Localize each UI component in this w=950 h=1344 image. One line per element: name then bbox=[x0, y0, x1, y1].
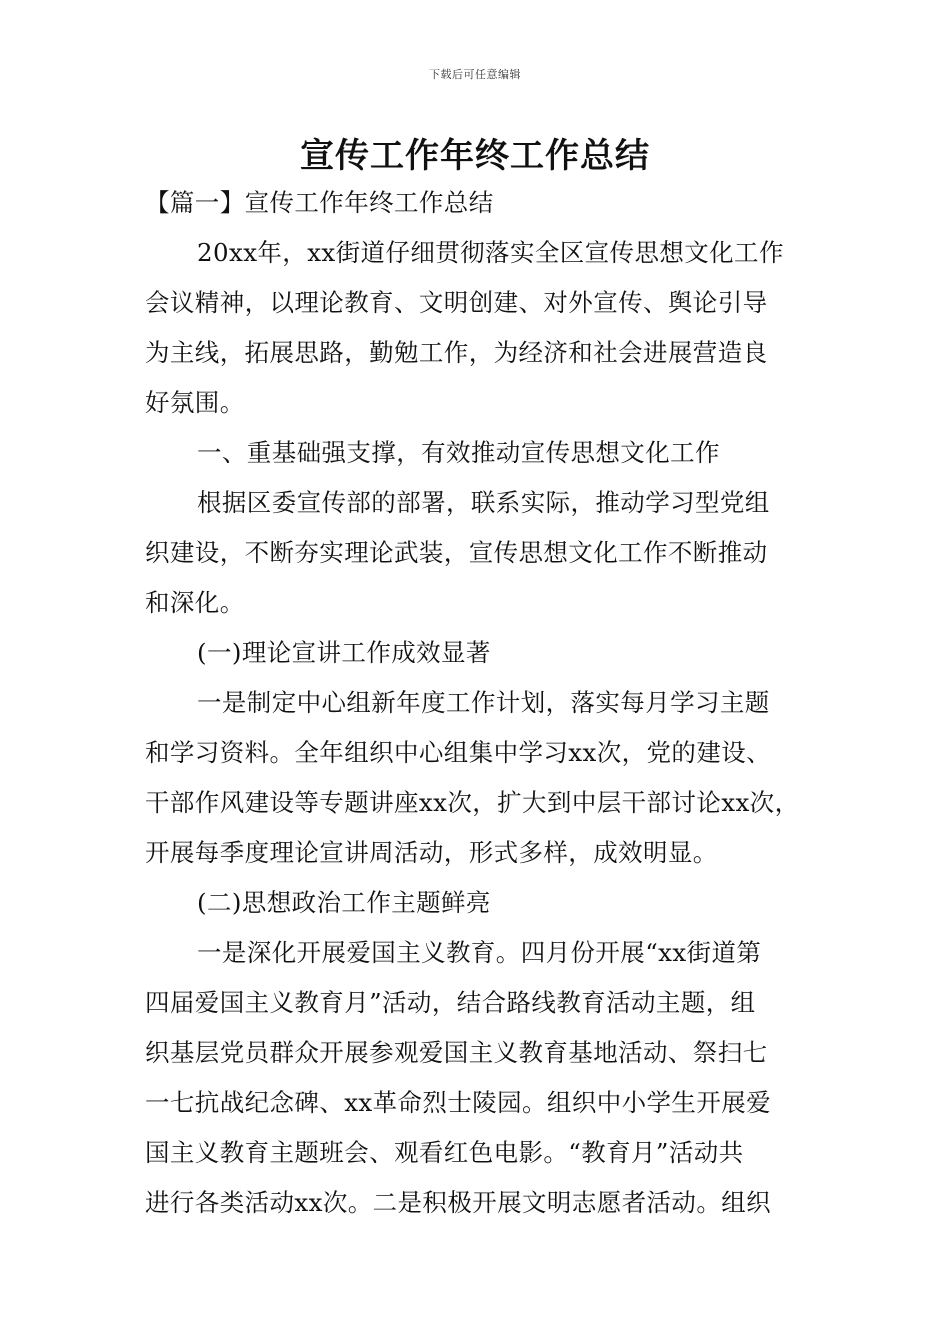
body-line: 一是深化开展爱国主义教育。四月份开展“xx街道第 bbox=[197, 938, 762, 967]
body-line: 好氛围。 bbox=[145, 388, 245, 417]
body-line: 根据区委宣传部的部署，联系实际，推动学习型党组 bbox=[197, 488, 770, 517]
document-body bbox=[145, 178, 817, 1228]
body-line: 一七抗战纪念碑、xx革命烈士陵园。组织中小学生开展爱 bbox=[145, 1088, 772, 1117]
body-line: 和学习资料。全年组织中心组集中学习xx次，党的建设、 bbox=[145, 738, 772, 767]
body-line: 织基层党员群众开展参观爱国主义教育基地活动、祭扫七 bbox=[145, 1038, 768, 1067]
body-line: 国主义教育主题班会、观看红色电影。“教育月”活动共 bbox=[145, 1138, 744, 1167]
body-line: 【篇一】宣传工作年终工作总结 bbox=[145, 188, 494, 217]
subsection-heading: (二)思想政治工作主题鲜亮 bbox=[197, 888, 491, 917]
body-line: 20xx年，xx街道仔细贯彻落实全区宣传思想文化工作 bbox=[197, 238, 784, 267]
section-heading: 一、重基础强支撑，有效推动宣传思想文化工作 bbox=[197, 438, 720, 467]
body-line: 织建设，不断夯实理论武装，宣传思想文化工作不断推动 bbox=[145, 538, 768, 567]
body-line: 为主线，拓展思路，勤勉工作，为经济和社会进展营造良 bbox=[145, 338, 768, 367]
body-line: 四届爱国主义教育月”活动，结合路线教育活动主题，组 bbox=[145, 988, 756, 1017]
body-line: 和深化。 bbox=[145, 588, 245, 617]
body-line: 进行各类活动xx次。二是积极开展文明志愿者活动。组织 bbox=[145, 1188, 772, 1217]
body-line: 一是制定中心组新年度工作计划，落实每月学习主题 bbox=[197, 688, 770, 717]
subsection-heading: (一)理论宣讲工作成效显著 bbox=[197, 638, 491, 667]
body-line: 干部作风建设等专题讲座xx次，扩大到中层干部讨论xx次， bbox=[145, 788, 800, 817]
document-title: 宣传工作年终工作总结 bbox=[300, 136, 650, 176]
body-line: 会议精神，以理论教育、文明创建、对外宣传、舆论引导 bbox=[145, 288, 768, 317]
body-line: 开展每季度理论宣讲周活动，形式多样，成效明显。 bbox=[145, 838, 718, 867]
header-note: 下载后可任意编辑 bbox=[429, 68, 521, 81]
